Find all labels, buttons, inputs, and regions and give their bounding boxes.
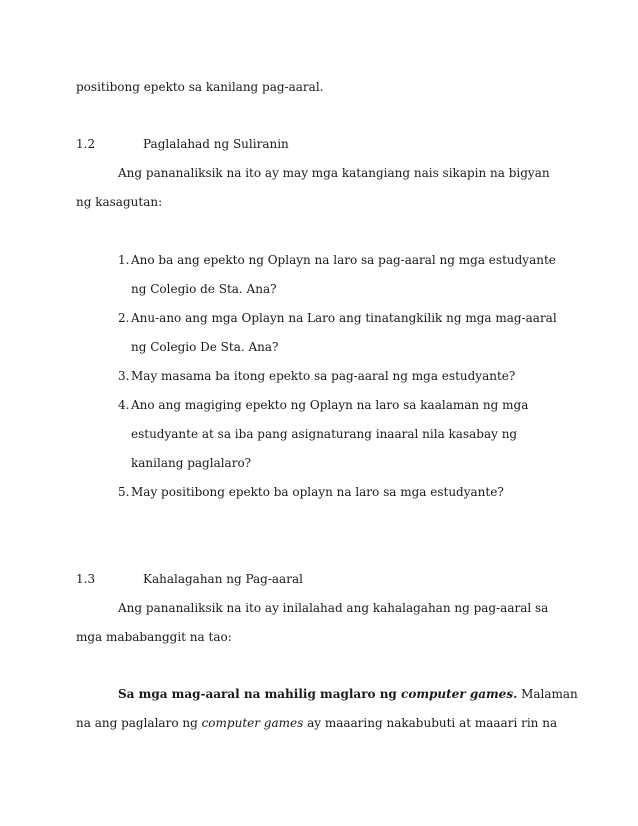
last-line-post-text: ay maaaring nakabubuti at maaari rin na (303, 716, 558, 730)
question-4-line-3: kanilang paglalaro? (131, 456, 252, 470)
question-2-line-2: ng Colegio De Sta. Ana? (131, 340, 279, 354)
section-1-3-title: Kahalagahan ng Pag-aaral (143, 572, 303, 586)
question-3-line-1: May masama ba itong epekto sa pag-aaral ng mga estudyante? (131, 369, 516, 383)
question-5-number: 5. (118, 485, 130, 499)
question-1-line-1: Ano ba ang epekto ng Oplayn na laro sa pag-aaral ng mga estudyante (131, 253, 556, 267)
section-1-2-number: 1.2 (76, 137, 96, 151)
question-5-line-1: May positibong epekto ba oplayn na laro sa mga estudyante? (131, 485, 504, 499)
section-1-2-title: Paglalahad ng Suliranin (143, 137, 289, 151)
subheading-line (118, 686, 578, 702)
question-4-line-1: Ano ang magiging epekto ng Oplayn na laro sa kaalaman ng mga (131, 398, 529, 412)
question-3-number: 3. (118, 369, 130, 383)
section-1-2-paragraph-line-2: ng kasagutan: (76, 195, 163, 209)
question-2-line-1: Anu-ano ang mga Oplayn na Laro ang tinatangkilik ng mga mag-aaral (131, 311, 557, 325)
section-1-2-paragraph-line-1: Ang pananaliksik na ito ay may mga katangiang nais sikapin na bigyan (118, 166, 550, 180)
question-4-line-2: estudyante at sa iba pang asignaturang inaaral nila kasabay ng (131, 427, 518, 441)
section-1-3-paragraph-line-1: Ang pananaliksik na ito ay inilalahad ang kahalagahan ng pag-aaral sa (118, 601, 549, 615)
question-2-number: 2. (118, 311, 130, 325)
question-1-number: 1. (118, 253, 130, 267)
section-1-3-number: 1.3 (76, 572, 96, 586)
last-line-italic-text: computer games (201, 716, 304, 730)
subheading-bold-italic-text: computer games. (401, 687, 518, 701)
question-4-number: 4. (118, 398, 130, 412)
last-line-pre-text: na ang paglalaro ng (76, 716, 202, 730)
intro-continuation-text: positibong epekto sa kanilang pag-aaral. (76, 80, 324, 94)
subheading-rest-text: Malaman (517, 687, 578, 701)
section-1-3-paragraph-line-2: mga mababanggit na tao: (76, 630, 232, 644)
question-1-line-2: ng Colegio de Sta. Ana? (131, 282, 277, 296)
last-paragraph-line (76, 715, 557, 731)
subheading-bold-text: Sa mga mag-aaral na mahilig maglaro ng (118, 687, 402, 701)
